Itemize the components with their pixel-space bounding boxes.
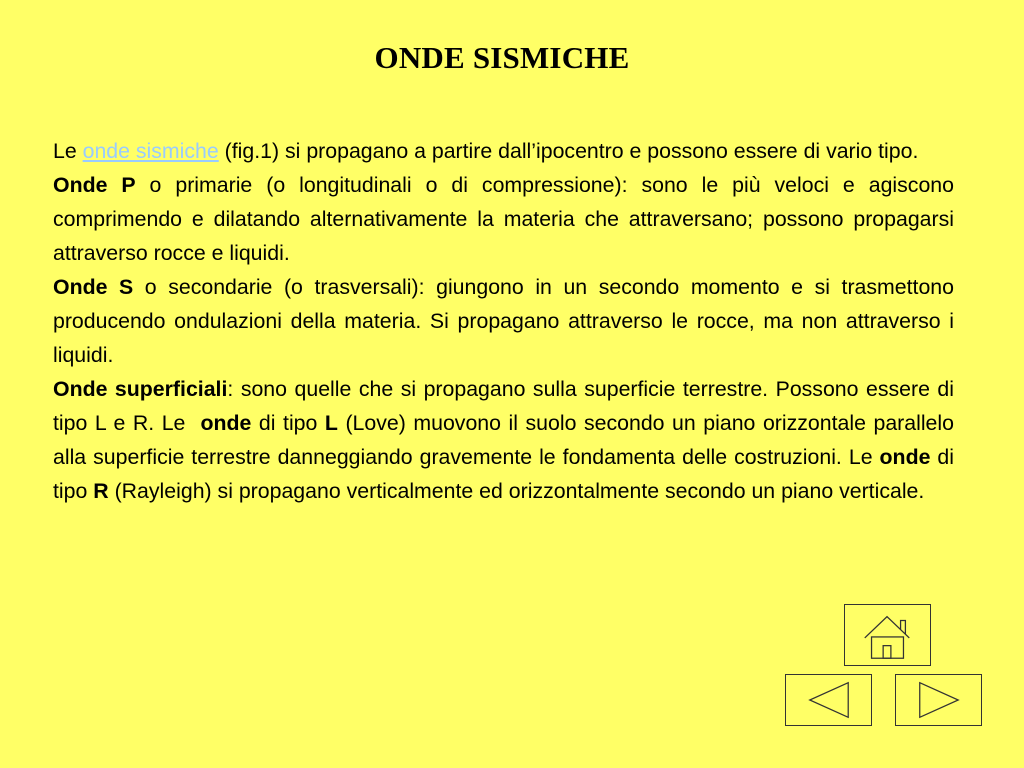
home-button[interactable] <box>844 604 931 666</box>
s-waves-paragraph <box>53 270 954 372</box>
surface-waves-text-3: (Love) muovono il suolo secondo un piano orizzontale parallelo alla superficie terrestre danneggiando gravemente le fondamenta delle costruzioni. Le <box>53 411 954 469</box>
next-button[interactable] <box>895 674 982 726</box>
surface-waves-onde-2: onde <box>879 445 931 469</box>
triangle-right-icon <box>896 675 981 725</box>
p-waves-label: Onde P <box>53 173 136 197</box>
intro-paragraph <box>53 134 954 168</box>
triangle-left-icon <box>786 675 871 725</box>
surface-waves-onde-1: onde <box>200 411 252 435</box>
onde-sismiche-link[interactable]: onde sismiche <box>82 139 219 163</box>
house-icon <box>845 605 930 665</box>
intro-after: (fig.1) si propagano a partire dall’ipocentro e possono essere di vario tipo. <box>218 139 919 163</box>
surface-waves-label: Onde superficiali <box>53 377 228 401</box>
previous-button[interactable] <box>785 674 872 726</box>
p-waves-text: o primarie (o longitudinali o di compressione): sono le più veloci e agiscono comprimendo e dilatando alternativamente la materia che attraversano; possono propagarsi attraverso rocce e liquidi. <box>53 173 954 265</box>
slide-title: ONDE SISMICHE <box>374 40 630 75</box>
surface-waves-text-4: di tipo <box>53 445 954 503</box>
surface-waves-paragraph <box>53 372 954 508</box>
s-waves-label: Onde S <box>53 275 134 299</box>
surface-waves-type-r: R <box>93 479 109 503</box>
surface-waves-text-2: di tipo <box>251 411 325 435</box>
surface-waves-text-1: : sono quelle che si propagano sulla superficie terrestre. Possono essere di tipo L e R. Le <box>53 377 954 435</box>
p-waves-paragraph <box>53 168 954 270</box>
surface-waves-text-5: (Rayleigh) si propagano verticalmente ed orizzontalmente secondo un piano verticale. <box>108 479 925 503</box>
surface-waves-type-l: L <box>324 411 338 435</box>
slide-body <box>53 134 954 508</box>
intro-before: Le <box>53 139 83 163</box>
s-waves-text: o secondarie (o trasversali): giungono in un secondo momento e si trasmettono producendo ondulazioni della materia. Si propagano attraverso le rocce, ma non attraverso i liquidi. <box>53 275 954 367</box>
